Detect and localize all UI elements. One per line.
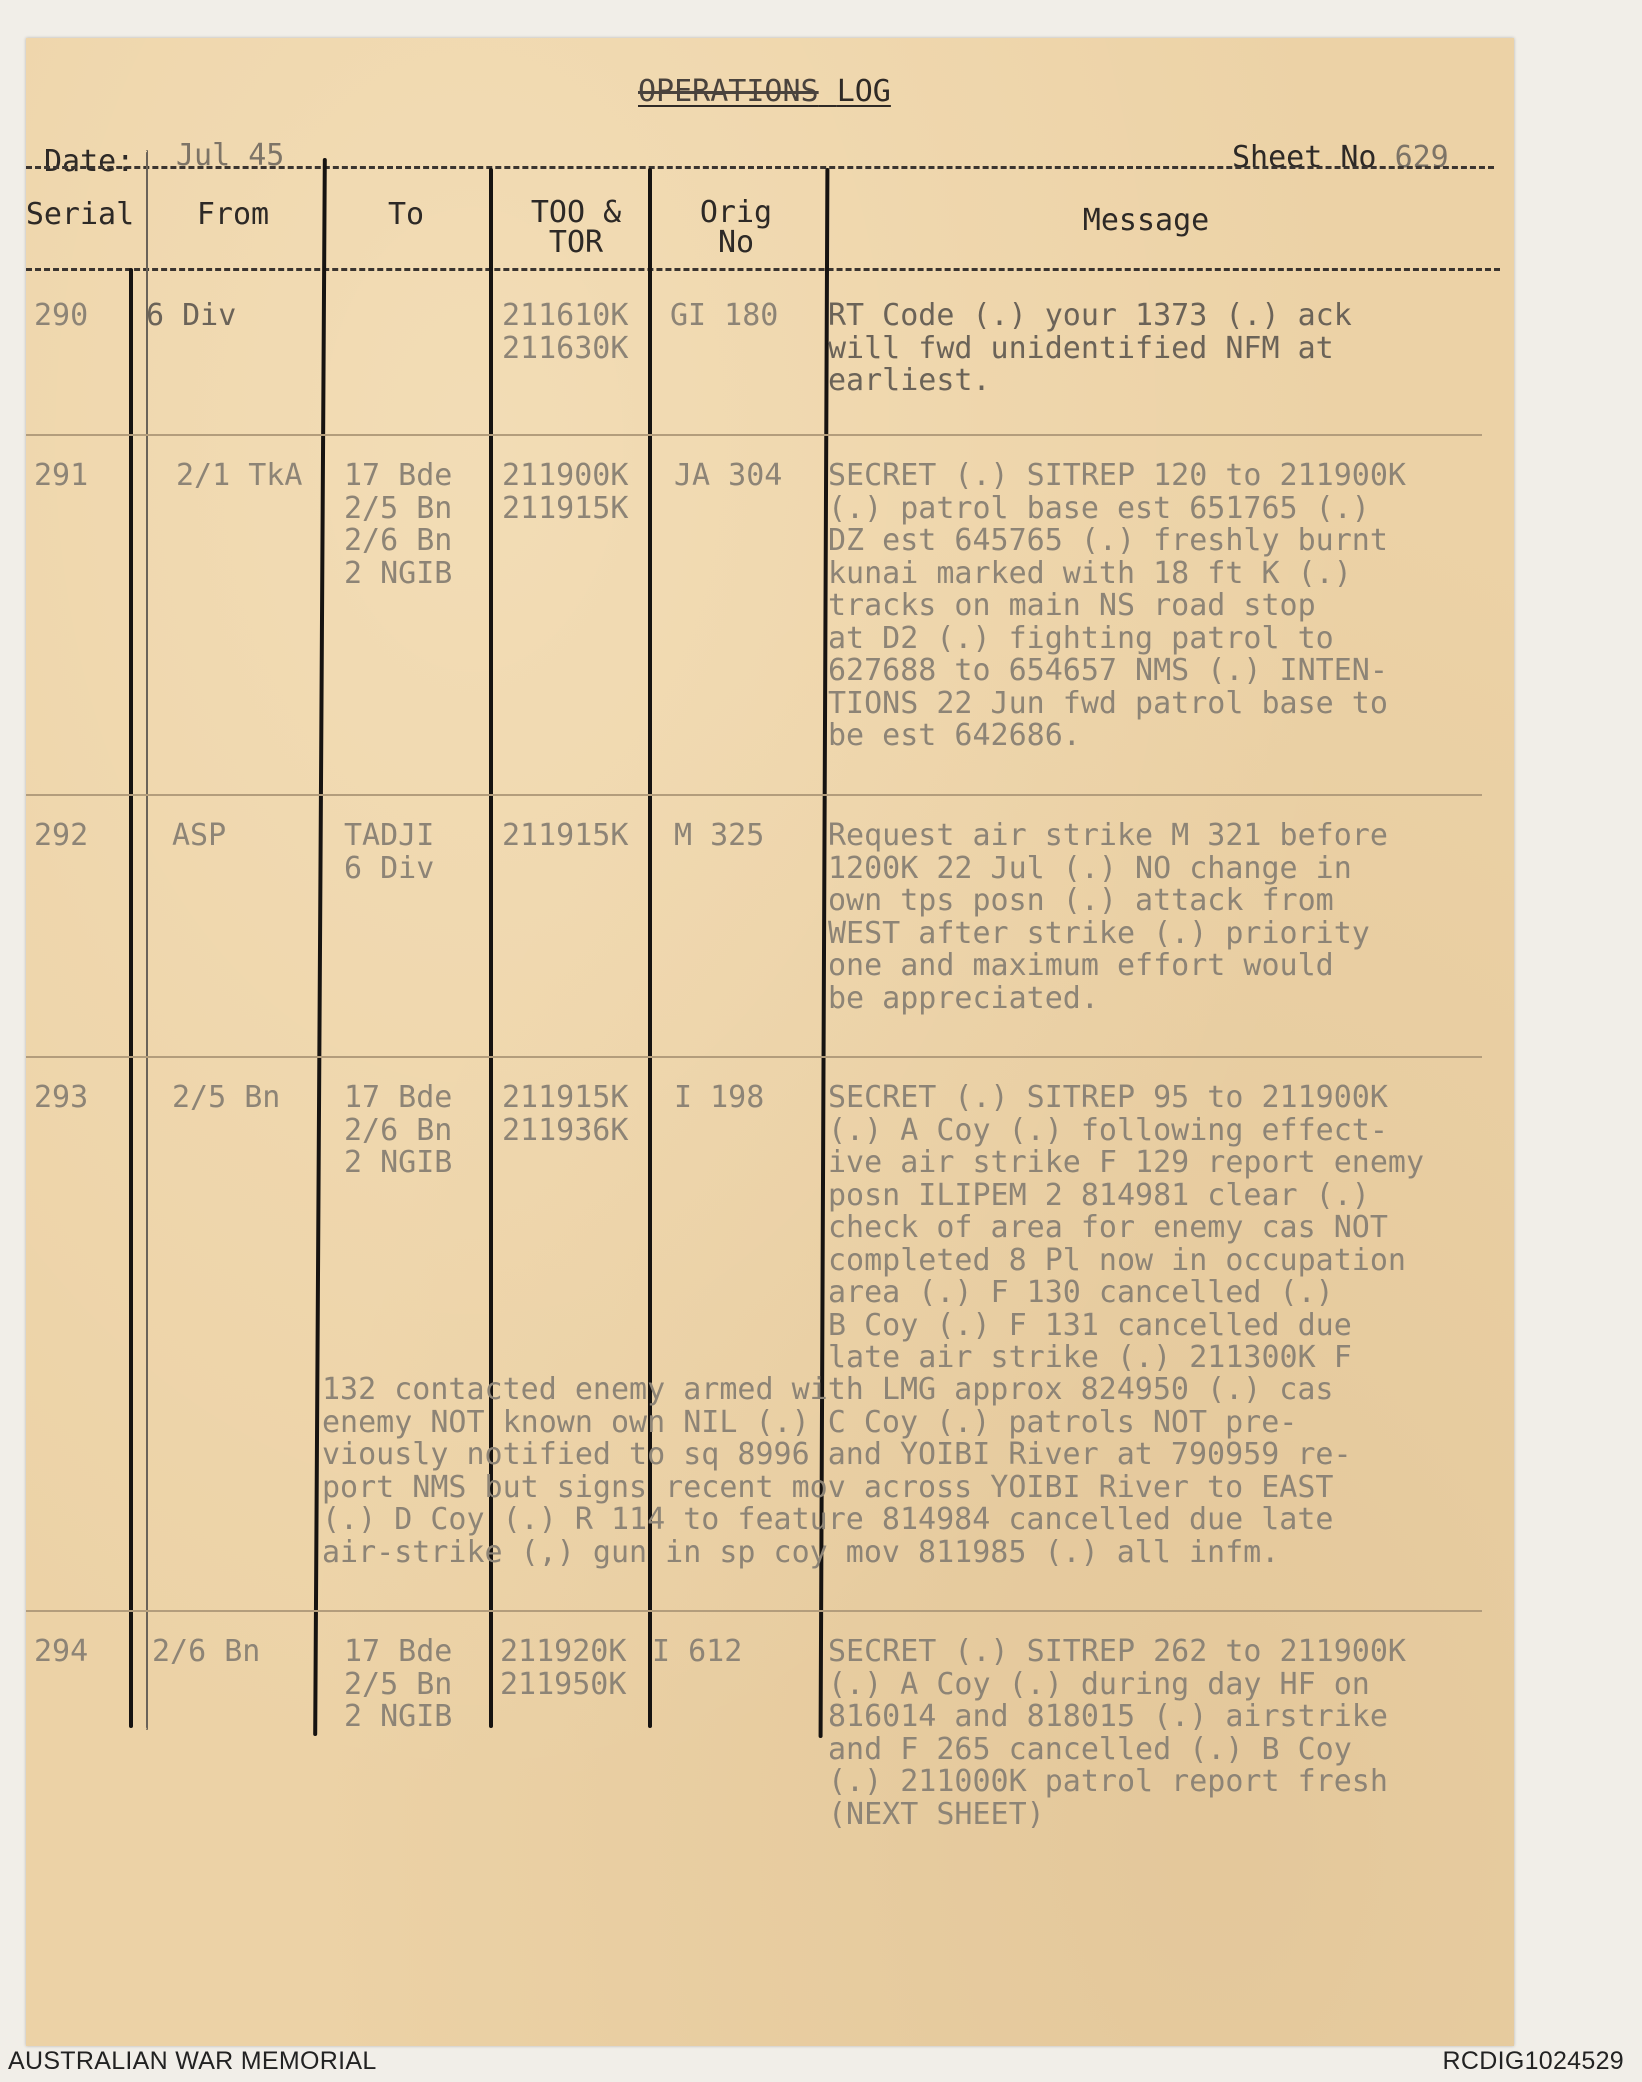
row-separator [26, 1610, 1482, 1612]
header-top-rule [26, 166, 1494, 169]
sheet-number-value: 629 [1394, 140, 1449, 175]
entry-too-tor: 211610K 211630K [502, 298, 629, 366]
entry-to: 17 Bde 2/6 Bn 2 NGIB [344, 1080, 453, 1180]
entry-too-tor: 211920K 211950K [500, 1634, 627, 1702]
entry-message: SECRET (.) SITREP 262 to 211900K (.) A Coy (.) during day HF on 816014 and 818015 (.) airstrike and F 265 cancelled (.) B Coy (.) 211000K patrol report fresh (NEXT SHEET) [828, 1634, 1406, 1832]
entry-orig-no: I 612 [652, 1634, 743, 1669]
row-separator [26, 794, 1482, 796]
column-header-message: Message [1082, 203, 1210, 238]
entry-orig-no: I 198 [674, 1080, 765, 1115]
column-divider-from [129, 268, 133, 1728]
entry-serial: 294 [34, 1634, 89, 1669]
sheet-label: Sheet No [1232, 140, 1377, 175]
date-value: Jul 45 [176, 138, 285, 173]
entry-to: TADJI 6 Div [344, 818, 435, 886]
title-struck-word: OPERATIONS [638, 74, 819, 109]
entry-message: RT Code (.) your 1373 (.) ack will fwd unidentified NFM at earliest. [828, 298, 1352, 398]
entry-serial: 292 [34, 818, 89, 853]
column-header-orig-no: Orig No [699, 195, 773, 260]
document-title [638, 74, 891, 109]
entry-from: ASP [172, 818, 227, 853]
entry-too-tor: 211915K 211936K [502, 1080, 629, 1148]
entry-orig-no: JA 304 [674, 458, 783, 493]
entry-to: 17 Bde 2/5 Bn 2/6 Bn 2 NGIB [344, 458, 453, 591]
row-separator [26, 1056, 1482, 1058]
column-header-too-tor: TOO & TOR [530, 195, 622, 260]
entry-from: 6 Div [146, 298, 237, 333]
entry-message: Request air strike M 321 before 1200K 22 Jul (.) NO change in own tps posn (.) attack from WEST after strike (.) priority one and maximum effort would be appreciated. [828, 818, 1388, 1016]
title-word: LOG [836, 74, 891, 109]
log-sheet [26, 38, 1514, 2046]
catalogue-id: RCDIG1024529 [1442, 2047, 1624, 2075]
entry-orig-no: M 325 [674, 818, 765, 853]
column-header-serial: Serial [25, 197, 135, 232]
archive-credit: AUSTRALIAN WAR MEMORIAL [8, 2047, 377, 2075]
entry-message: SECRET (.) SITREP 95 to 211900K (.) A Coy (.) following effect- ive air strike F 129 report enemy posn ILIPEM 2 814981 clear (.) check of area for enemy cas NOT completed 8 Pl now in occupation area (.) F 130 cancelled (.) B Coy (.) F 131 cancelled due late air strike (.) 211300K F [828, 1080, 1425, 1375]
column-divider-serial [146, 150, 148, 1730]
column-header-to: To [387, 197, 425, 232]
sheet-number [1232, 140, 1449, 175]
entry-from: 2/1 TkA [176, 458, 303, 493]
header-bottom-rule [26, 268, 1500, 271]
entry-serial: 293 [34, 1080, 89, 1115]
date-label: Date: [44, 144, 135, 179]
entry-too-tor: 211900K 211915K [502, 458, 629, 526]
entry-from: 2/5 Bn [172, 1080, 281, 1115]
column-header-from: From [196, 197, 270, 232]
entry-from: 2/6 Bn [152, 1634, 261, 1669]
entry-serial: 291 [34, 458, 89, 493]
entry-serial: 290 [34, 298, 89, 333]
entry-message: SECRET (.) SITREP 120 to 211900K (.) patrol base est 651765 (.) DZ est 645765 (.) freshly burnt kunai marked with 18 ft K (.) tracks on main NS road stop at D2 (.) fighting patrol to 627688 to 654657 NMS (.) INTEN- TIONS 22 Jun fwd patrol base to be est 642686. [828, 458, 1406, 753]
entry-orig-no: GI 180 [670, 298, 779, 333]
entry-message-continuation: 132 contacted enemy armed with LMG approx 824950 (.) cas enemy NOT known own NIL (.) C Coy (.) patrols NOT pre- viously notified to sq 8996 and YOIBI River at 790959 re- port NMS but signs recent mov across YOIBI River to EAST (.) D Coy (.) R 114 to feature 814984 cancelled due late air-strike (,) gun in sp coy mov 811985 (.) all infm. [322, 1372, 1352, 1570]
entry-to: 17 Bde 2/5 Bn 2 NGIB [344, 1634, 453, 1734]
row-separator [26, 434, 1482, 436]
entry-too-tor: 211915K [502, 818, 629, 853]
